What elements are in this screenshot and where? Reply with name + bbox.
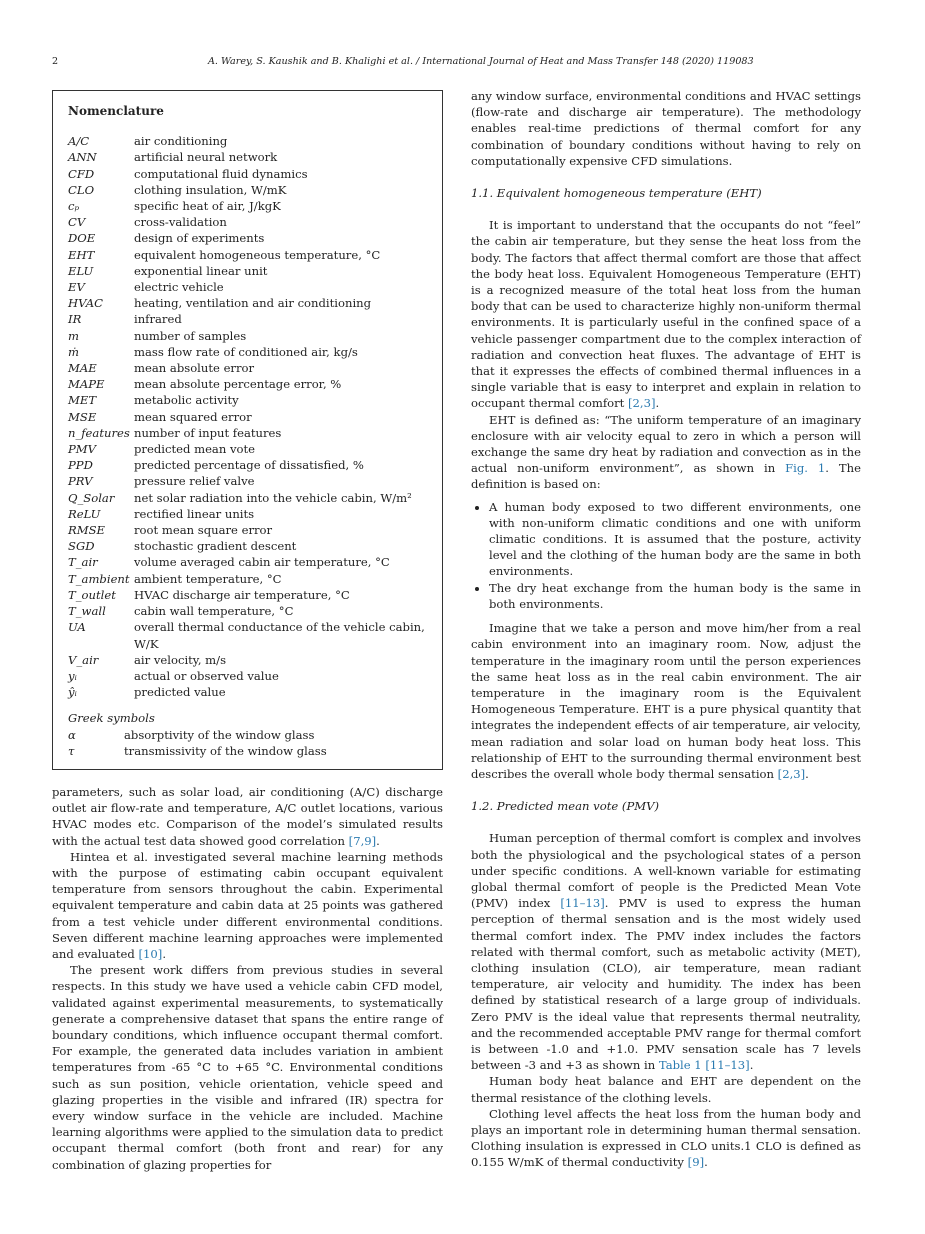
citation-link[interactable]: [11–13]	[705, 1058, 750, 1073]
nomenclature-box	[52, 90, 443, 770]
nomenclature-row	[68, 166, 428, 182]
nomenclature-definition: HVAC discharge air temperature, °C	[134, 587, 350, 602]
nomenclature-row	[68, 182, 428, 198]
nomenclature-definition: electric vehicle	[134, 280, 224, 295]
citation-link[interactable]: [10]	[138, 946, 163, 961]
nomenclature-definition: clothing insulation, W/mK	[134, 182, 287, 197]
nomenclature-row	[68, 473, 428, 489]
nomenclature-symbol: ṁ	[68, 344, 79, 359]
nomenclature-row	[68, 133, 428, 149]
nomenclature-symbol: CLO	[68, 182, 95, 197]
nomenclature-definition: cross-validation	[134, 215, 227, 230]
nomenclature-definition: specific heat of air, J/kgK	[134, 199, 281, 214]
running-title: A. Warey, S. Kaushik and B. Khalighi et al. / International Journal of Heat and Mass Transfer 148 (2020) 119083	[208, 56, 754, 67]
citation-link[interactable]: [7,9]	[348, 833, 377, 848]
nomenclature-symbol: CFD	[68, 166, 95, 181]
nomenclature-row	[68, 425, 428, 441]
nomenclature-definition: heating, ventilation and air conditioning	[134, 296, 372, 311]
nomenclature-definition: actual or observed value	[134, 668, 279, 683]
nomenclature-row	[68, 506, 428, 522]
citation-link[interactable]: [9]	[687, 1155, 705, 1170]
nomenclature-row	[68, 743, 428, 759]
nomenclature-row	[68, 247, 428, 263]
nomenclature-definition: exponential linear unit	[134, 263, 268, 278]
paragraph: The present work differs from previous studies in several respects. In this study we have used a vehicle cabin CFD model, validated against experimental measurements, to systematically generate a comprehensive dataset that spans the entire range of boundary conditions, which influence occupant thermal comfort. For example, the generated data includes variation in ambient temperatures from -65 °C to +65 °C. Environmental conditions such as sun position, vehicle orientation, vehicle speed and glazing properties in the visible and infrared (IR) spectra for every window surface in the vehicle are included. Machine learning algorithms were applied to the simulation data to predict occupant thermal comfort (both front and rear) for any combination of glazing properties for	[52, 963, 443, 1172]
bullet-list	[471, 499, 861, 612]
nomenclature-definition: metabolic activity	[134, 393, 239, 408]
nomenclature-definition: mass flow rate of conditioned air, kg/s	[134, 344, 358, 359]
nomenclature-row	[68, 603, 428, 619]
nomenclature-definition: mean absolute percentage error, %	[134, 377, 342, 392]
nomenclature-definition: air velocity, m/s	[134, 652, 227, 667]
nomenclature-symbol: HVAC	[68, 296, 103, 311]
nomenclature-row	[68, 360, 428, 376]
nomenclature-symbol: MSE	[68, 409, 97, 424]
nomenclature-symbol: ANN	[68, 150, 97, 165]
page-number: 2	[52, 56, 59, 67]
nomenclature-symbol: τ	[68, 743, 75, 758]
nomenclature-symbol: PMV	[68, 442, 97, 457]
citation-link[interactable]: [2,3]	[628, 396, 656, 411]
greek-symbols-list	[68, 727, 428, 759]
nomenclature-definition: number of samples	[134, 328, 247, 343]
nomenclature-definition: volume averaged cabin air temperature, °C	[134, 555, 390, 570]
nomenclature-symbol: ELU	[68, 263, 94, 278]
nomenclature-row	[68, 149, 428, 165]
nomenclature-row	[68, 198, 428, 214]
nomenclature-symbol: V_air	[68, 652, 99, 667]
nomenclature-symbol: PPD	[68, 458, 93, 473]
nomenclature-symbol: α	[68, 727, 76, 742]
nomenclature-symbol: EHT	[68, 247, 95, 262]
nomenclature-symbol: T_wall	[68, 604, 106, 619]
greek-symbols-title: Greek symbols	[68, 711, 155, 726]
nomenclature-symbol: UA	[68, 620, 86, 635]
nomenclature-definition: overall thermal conductance of the vehicle cabin, W/K	[134, 620, 425, 651]
paragraph: parameters, such as solar load, air conditioning (A/C) discharge outlet air flow-rate and temperature, A/C outlet locations, various HVAC modes etc. Comparison of the model’s simulated results with the actual test data showed good correlation [7,9].	[52, 784, 443, 848]
nomenclature-row	[68, 571, 428, 587]
nomenclature-definition: air conditioning	[134, 134, 228, 149]
nomenclature-symbol: SGD	[68, 539, 95, 554]
nomenclature-row	[68, 684, 428, 700]
nomenclature-symbol: cₚ	[68, 199, 80, 214]
nomenclature-definition: cabin wall temperature, °C	[134, 604, 294, 619]
table-link[interactable]: Table 1	[658, 1058, 702, 1073]
nomenclature-definition: infrared	[134, 312, 182, 327]
nomenclature-row	[68, 554, 428, 570]
nomenclature-symbol: CV	[68, 215, 86, 230]
nomenclature-row	[68, 727, 428, 743]
nomenclature-definition: ambient temperature, °C	[134, 571, 282, 586]
nomenclature-definition: predicted mean vote	[134, 442, 256, 457]
paragraph: Imagine that we take a person and move him/her from a real cabin environment into an imaginary room. Now, adjust the temperature in the imaginary room until the person experiences the same heat loss as in the real cabin environment. The air temperature in the imaginary room is the Equivalent Homogeneous Temperature. EHT is a pure physical quantity that integrates the independent effects of air temperature, air velocity, mean radiation and solar load on human body heat loss. This relationship of EHT to the surrounding thermal environment best describes the overall whole body thermal sensation [2,3].	[471, 621, 861, 781]
nomenclature-definition: stochastic gradient descent	[134, 539, 297, 554]
nomenclature-symbol: IR	[68, 312, 82, 327]
nomenclature-row	[68, 214, 428, 230]
nomenclature-row	[68, 263, 428, 279]
nomenclature-row	[68, 538, 428, 554]
nomenclature-definition: mean squared error	[134, 409, 252, 424]
nomenclature-symbol: T_air	[68, 555, 98, 570]
nomenclature-list	[68, 133, 428, 700]
nomenclature-symbol: RMSE	[68, 523, 106, 538]
nomenclature-row	[68, 295, 428, 311]
citation-link[interactable]: [2,3]	[777, 766, 806, 781]
paragraph: EHT is defined as: “The uniform temperature of an imaginary enclosure with air velocity equal to zero in which a person will exchange the same dry heat by radiation and convection as in the actual non-uniform environment”, as shown in Fig. 1. The definition is based on:	[471, 412, 861, 492]
citation-link[interactable]: [11–13]	[560, 896, 605, 911]
nomenclature-symbol: DOE	[68, 231, 96, 246]
nomenclature-definition: absorptivity of the window glass	[124, 727, 315, 742]
nomenclature-symbol: PRV	[68, 474, 93, 489]
section-heading-pmv: 1.2. Predicted mean vote (PMV)	[471, 799, 660, 814]
nomenclature-symbol: m	[68, 328, 79, 343]
section-heading-eht: 1.1. Equivalent homogeneous temperature (EHT)	[471, 186, 762, 201]
nomenclature-definition: rectified linear units	[134, 506, 255, 521]
page-header	[0, 56, 925, 70]
nomenclature-definition: net solar radiation into the vehicle cabin, W/m²	[134, 490, 412, 505]
nomenclature-definition: root mean square error	[134, 523, 273, 538]
paragraph: Clothing level affects the heat loss from the human body and plays an important role in determining human thermal sensation. Clothing insulation is expressed in CLO units.1 CLO is defined as 0.155 W/mK of thermal conductivity [9].	[471, 1106, 861, 1170]
nomenclature-definition: number of input features	[134, 425, 282, 440]
nomenclature-row	[68, 490, 428, 506]
nomenclature-definition: mean absolute error	[134, 361, 255, 376]
nomenclature-row	[68, 344, 428, 360]
nomenclature-row	[68, 311, 428, 327]
nomenclature-symbol: ReLU	[68, 506, 101, 521]
nomenclature-symbol: yᵢ	[68, 668, 77, 683]
nomenclature-symbol: MET	[68, 393, 97, 408]
paragraph: It is important to understand that the occupants do not “feel” the cabin air temperature, but they sense the heat loss from the body. The factors that affect thermal comfort are those that affect the body heat loss. Equivalent Homogeneous Temperature (EHT) is a recognized measure of the total heat loss from the human body that can be used to characterize highly non-uniform thermal environments. It is particularly useful in the confined space of a vehicle passenger compartment due to the complex interaction of radiation and convection heat fluxes. The advantage of EHT is that it expresses the effects of combined thermal influences in a single variable that is easy to interpret and explain in relation to occupant thermal comfort [2,3].	[471, 218, 861, 411]
nomenclature-row	[68, 652, 428, 668]
right-column	[471, 88, 861, 1171]
nomenclature-symbol: T_outlet	[68, 587, 116, 602]
nomenclature-symbol: n_features	[68, 425, 130, 440]
nomenclature-definition: predicted value	[134, 685, 226, 700]
list-item: • A human body exposed to two different environments, one with non-uniform climatic conditions and one with uniform climatic conditions. It is assumed that the posture, activity level and the clothing of the human body are the same in both environments.	[489, 499, 861, 580]
paragraph: any window surface, environmental conditions and HVAC settings (flow-rate and discharge air temperature). The methodology enables real-time predictions of thermal comfort for any combination of boundary conditions without having to rely on computationally expensive CFD simulations.	[471, 89, 861, 168]
nomenclature-definition: design of experiments	[134, 231, 265, 246]
nomenclature-row	[68, 587, 428, 603]
nomenclature-title: Nomenclature	[68, 104, 164, 118]
nomenclature-definition: predicted percentage of dissatisfied, %	[134, 458, 364, 473]
nomenclature-row	[68, 619, 428, 651]
nomenclature-definition: computational fluid dynamics	[134, 166, 308, 181]
nomenclature-definition: artificial neural network	[134, 150, 278, 165]
nomenclature-row	[68, 230, 428, 246]
nomenclature-definition: pressure relief valve	[134, 474, 255, 489]
nomenclature-definition: transmissivity of the window glass	[124, 743, 327, 758]
nomenclature-symbol: EV	[68, 280, 85, 295]
nomenclature-row	[68, 392, 428, 408]
nomenclature-symbol: MAPE	[68, 377, 105, 392]
paragraph: Human perception of thermal comfort is complex and involves both the physiological and the psychological states of a person under specific conditions. A well-known variable for estimating global thermal comfort of people is the Predicted Mean Vote (PMV) index [11–13]. PMV is used to express the human perception of thermal sensation and is the most widely used thermal comfort index. The PMV index includes the factors related with thermal comfort, such as metabolic activity (MET), clothing insulation (CLO), air temperature, mean radiant temperature, air velocity and humidity. The index has been defined by statistical research of a large group of individuals. Zero PMV is the ideal value that represents thermal neutrality, and the recommended acceptable PMV range for thermal comfort is between -1.0 and +1.0. PMV sensation scale has 7 levels between -3 and +3 as shown in Table 1 [11–13].	[471, 831, 861, 1073]
left-column	[52, 90, 443, 1173]
nomenclature-row	[68, 328, 428, 344]
nomenclature-row	[68, 522, 428, 538]
paragraph: Human body heat balance and EHT are dependent on the thermal resistance of the clothing levels.	[471, 1074, 861, 1105]
nomenclature-symbol: T_ambient	[68, 571, 130, 586]
nomenclature-symbol: MAE	[68, 361, 97, 376]
list-item: • The dry heat exchange from the human body is the same in both environments.	[489, 580, 861, 612]
nomenclature-symbol: Q_Solar	[68, 490, 115, 505]
nomenclature-symbol: ŷᵢ	[68, 685, 77, 700]
nomenclature-row	[68, 441, 428, 457]
nomenclature-definition: equivalent homogeneous temperature, °C	[134, 247, 381, 262]
nomenclature-row	[68, 457, 428, 473]
paragraph: Hintea et al. investigated several machine learning methods with the purpose of estimating cabin occupant equivalent temperature from sensors throughout the cabin. Experimental equivalent temperature and cabin data at 25 points was gathered from a test vehicle under different environmental conditions. Seven different machine learning approaches were implemented and evaluated [10].	[52, 849, 443, 961]
nomenclature-row	[68, 279, 428, 295]
nomenclature-symbol: A/C	[68, 134, 90, 149]
figure-link[interactable]: Fig. 1	[785, 461, 826, 476]
nomenclature-row	[68, 376, 428, 392]
nomenclature-row	[68, 668, 428, 684]
nomenclature-row	[68, 409, 428, 425]
